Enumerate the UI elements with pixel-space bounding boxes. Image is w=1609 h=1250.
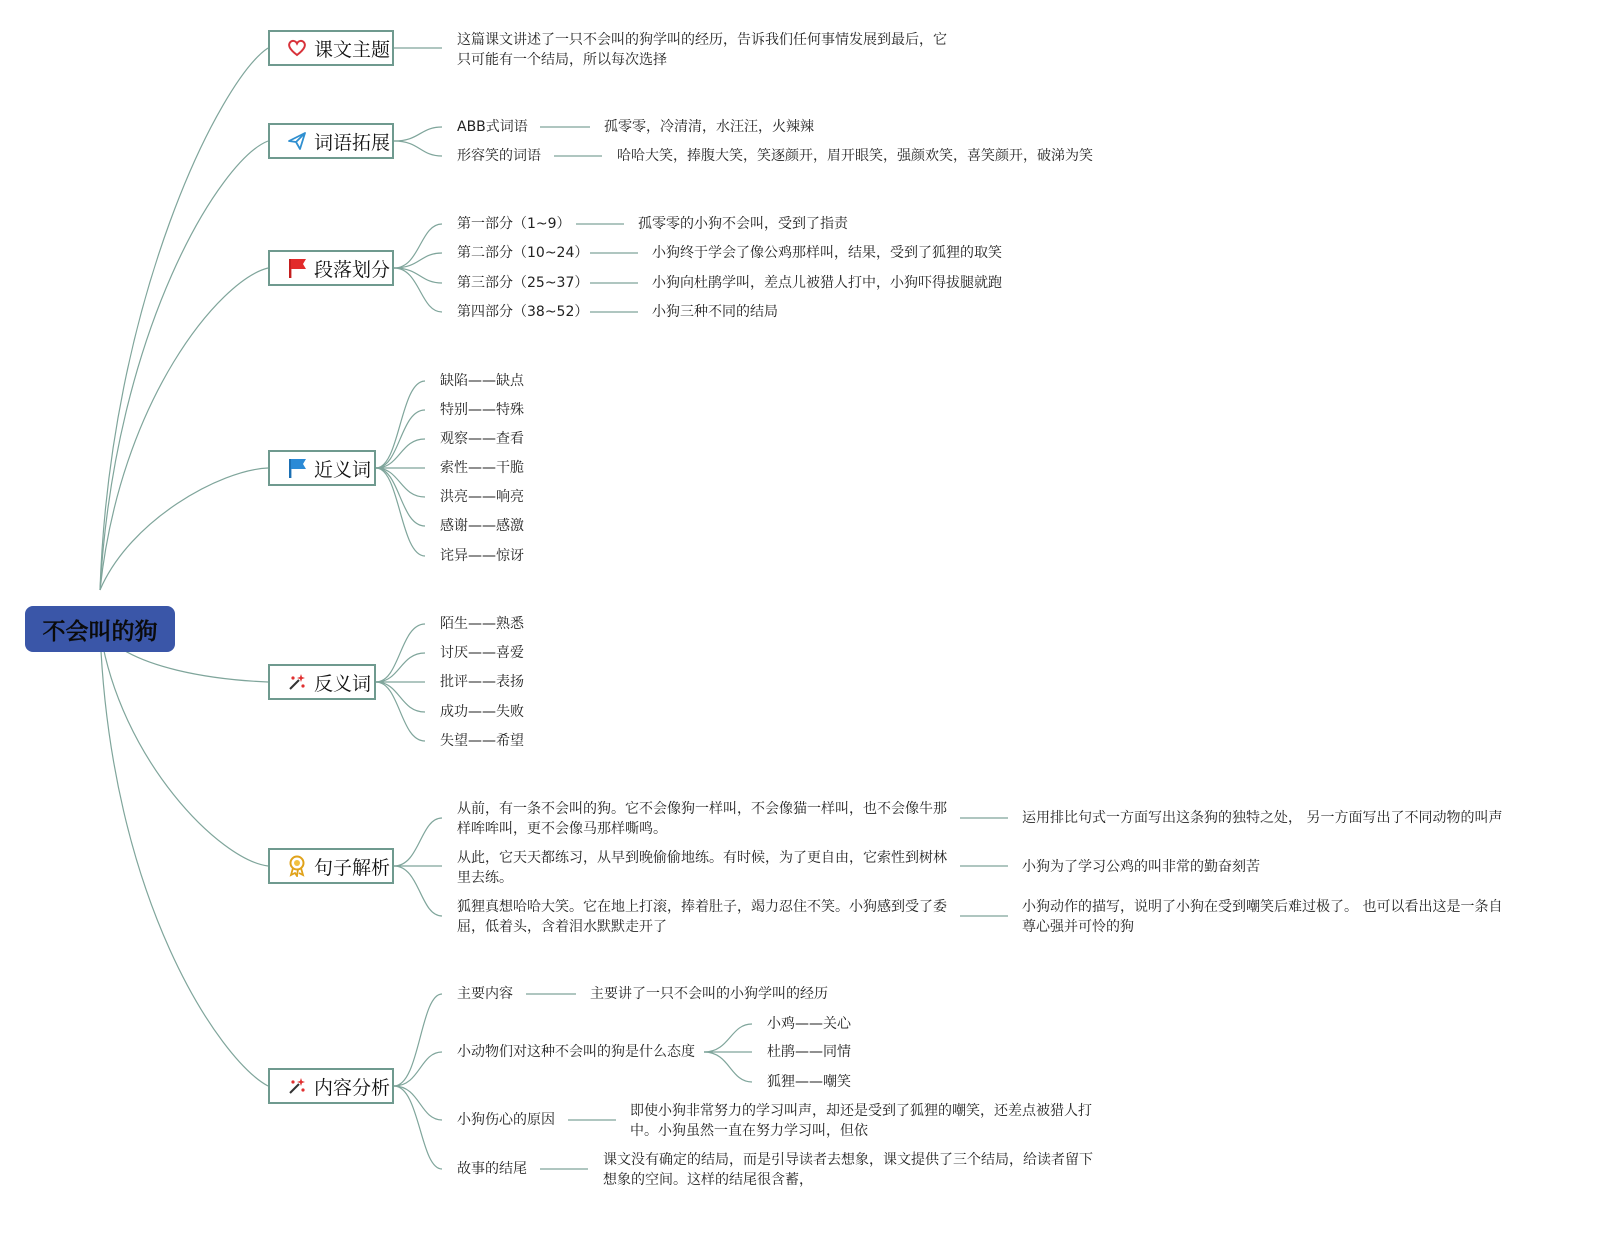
synonym-item: 洪亮——响亮: [440, 489, 524, 505]
heart-icon: [286, 37, 308, 59]
synonym-item: 索性——干脆: [440, 460, 524, 476]
antonym-item: 陌生——熟悉: [440, 616, 524, 632]
branch-synonyms[interactable]: [268, 450, 376, 486]
root-label: 不会叫的狗: [42, 618, 158, 645]
content-ending-value: 课文没有确定的结局，而是引导读者去想象，课文提供了三个结局，给读者留下想象的空间。这样的结尾很含蓄，: [603, 1152, 1093, 1188]
root-topic[interactable]: [25, 606, 175, 652]
sentence-analysis: 运用排比句式一方面写出这条狗的独特之处， 另一方面写出了不同动物的叫声: [1022, 810, 1503, 826]
sentence-text: 狐狸真想哈哈大笑。它在地上打滚，捧着肚子，竭力忍住不笑。小狗感到受了委屈，低着头，含着泪水默默走开了: [457, 899, 947, 935]
branch-label: 段落划分: [314, 258, 391, 281]
paragraph-value: 小狗终于学会了像公鸡那样叫，结果，受到了狐狸的取笑: [652, 245, 1002, 261]
synonym-item: 感谢——感激: [440, 518, 524, 534]
attitude-item: 小鸡——关心: [767, 1016, 851, 1032]
branch-theme[interactable]: [268, 30, 394, 66]
red-flag-icon: [286, 257, 308, 279]
content-attitude-key: 小动物们对这种不会叫的狗是什么态度: [457, 1044, 695, 1060]
content-reason-key: 小狗伤心的原因: [457, 1112, 555, 1128]
content-ending-key: 故事的结尾: [457, 1161, 527, 1177]
branch-label: 近义词: [314, 458, 372, 481]
paragraph-key: 第一部分（1~9）: [457, 216, 571, 232]
sparkle-icon: [286, 1075, 308, 1097]
blue-flag-icon: [286, 457, 308, 479]
branch-content[interactable]: [268, 1068, 394, 1104]
sentence-analysis: 小狗动作的描写，说明了小狗在受到嘲笑后难过极了。 也可以看出这是一条自尊心强并可怜的狗: [1022, 899, 1503, 935]
paragraph-key: 第二部分（10~24）: [457, 245, 589, 261]
award-icon: [286, 855, 308, 877]
content-main-key: 主要内容: [457, 986, 513, 1002]
antonym-item: 成功——失败: [440, 704, 524, 720]
synonym-item: 诧异——惊讶: [440, 548, 524, 564]
words-value: 哈哈大笑，捧腹大笑，笑逐颜开，眉开眼笑，强颜欢笑，喜笑颜开，破涕为笑: [617, 148, 1093, 164]
theme-text: 这篇课文讲述了一只不会叫的狗学叫的经历，告诉我们任何事情发展到最后，它只可能有一个结局，所以每次选择: [457, 32, 947, 68]
branch-label: 词语拓展: [314, 131, 391, 154]
words-key: 形容笑的词语: [457, 148, 541, 164]
paper-plane-icon: [286, 130, 308, 152]
antonym-item: 失望——希望: [440, 733, 524, 749]
branch-paragraphs[interactable]: [268, 250, 394, 286]
sentence-text: 从前，有一条不会叫的狗。它不会像狗一样叫，不会像猫一样叫，也不会像牛那样哞哞叫，更不会像马那样嘶鸣。: [457, 801, 947, 837]
branch-label: 反义词: [314, 672, 372, 695]
branch-sentences[interactable]: [268, 848, 394, 884]
attitude-item: 杜鹃——同情: [767, 1044, 851, 1060]
antonym-item: 讨厌——喜爱: [440, 645, 524, 661]
branch-antonyms[interactable]: [268, 664, 376, 700]
paragraph-value: 小狗向杜鹃学叫，差点儿被猎人打中，小狗吓得拔腿就跑: [652, 275, 1002, 291]
paragraph-key: 第四部分（38~52）: [457, 304, 589, 320]
antonym-item: 批评——表扬: [440, 674, 524, 690]
synonym-item: 观察——查看: [440, 431, 524, 447]
branch-label: 内容分析: [314, 1076, 391, 1099]
content-reason-value: 即使小狗非常努力的学习叫声，却还是受到了狐狸的嘲笑，还差点被猎人打中。小狗虽然一直在努力学习叫，但依: [630, 1103, 1092, 1139]
content-main-value: 主要讲了一只不会叫的小狗学叫的经历: [590, 986, 828, 1002]
synonym-item: 特别——特殊: [440, 402, 524, 418]
words-value: 孤零零，冷清清，水汪汪，火辣辣: [604, 119, 814, 135]
branch-label: 句子解析: [314, 856, 391, 879]
sentence-text: 从此，它天天都练习，从早到晚偷偷地练。有时候，为了更自由，它索性到树林里去练。: [457, 850, 947, 886]
sparkle-icon: [286, 671, 308, 693]
words-key: ABB式词语: [457, 119, 528, 135]
paragraph-key: 第三部分（25~37）: [457, 275, 589, 291]
branch-words[interactable]: [268, 123, 394, 159]
synonym-item: 缺陷——缺点: [440, 373, 524, 389]
attitude-item: 狐狸——嘲笑: [767, 1074, 851, 1090]
paragraph-value: 小狗三种不同的结局: [652, 304, 778, 320]
paragraph-value: 孤零零的小狗不会叫，受到了指责: [638, 216, 848, 232]
branch-label: 课文主题: [314, 38, 391, 61]
sentence-analysis: 小狗为了学习公鸡的叫非常的勤奋刻苦: [1022, 859, 1260, 875]
